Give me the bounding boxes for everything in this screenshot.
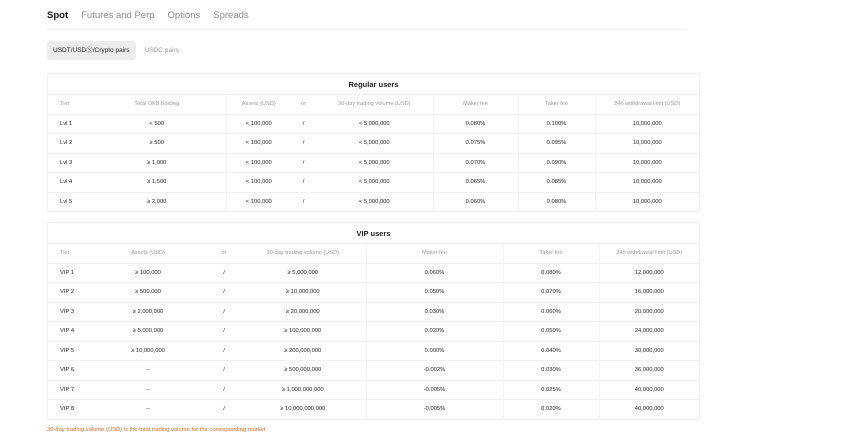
table-cell: 0.020% [503,400,599,419]
table-cell: 0.100% [518,114,595,134]
table-cell: -- [88,361,208,381]
table-row [48,380,699,400]
table-cell: VIP 5 [48,341,88,361]
table-cell: -0.005% [366,400,503,419]
table-cell: ≥ 100,000 [88,263,208,283]
table-cell: ≥ 10,000,000 [88,341,208,361]
table-cell: < 100,000 [226,173,291,193]
table-cell: VIP 7 [48,380,88,400]
col-limit: 24h withdrawal limit (USD) [595,95,699,115]
table-cell: / [291,134,316,154]
table-cell: 0.030% [366,302,503,322]
table-cell: < 5,000,000 [316,153,433,173]
table-cell: 12,000,000 [599,263,699,283]
table-row [48,361,699,381]
table-cell: 0.075% [433,134,518,154]
table-cell: VIP 3 [48,302,88,322]
table-cell: < 5,000,000 [316,173,433,193]
table-cell: ≥ 5,000,000 [88,322,208,342]
table-cell: ≥ 1,000 [88,153,226,173]
col-or: or [208,244,240,264]
regular-fee-table [48,94,699,211]
table-row [48,283,699,303]
table-cell: 0.080% [518,192,595,211]
table-cell: / [208,361,240,381]
table-cell: 0.060% [433,192,518,211]
col-assets: Assets (USD) [88,244,208,264]
table-cell: 10,000,000 [595,173,699,193]
regular-header-row [48,95,699,115]
table-cell: ≥ 500,000,000 [240,361,366,381]
pair-selector [47,41,188,60]
table-cell: < 5,000,000 [316,114,433,134]
table-row [48,302,699,322]
table-cell: ≥ 10,000,000 [240,283,366,303]
table-cell: 0.065% [433,173,518,193]
table-cell: ≥ 1,500 [88,173,226,193]
table-cell: / [291,114,316,134]
vip-users-title: VIP users [356,229,391,238]
table-cell: < 5,000,000 [316,192,433,211]
table-cell: / [291,153,316,173]
table-cell: 0.090% [518,153,595,173]
vip-header-row [48,244,699,264]
table-row [48,153,699,173]
pair-usdc[interactable]: USDC pairs [144,47,179,54]
vip-users-card [47,222,700,420]
table-row [48,263,699,283]
table-cell: < 5,000,000 [316,134,433,154]
table-cell: ≥ 2,000,000 [88,302,208,322]
table-cell: ≥ 500,000 [88,283,208,303]
table-cell: 0.025% [503,380,599,400]
table-cell: / [208,380,240,400]
table-cell: -0.005% [366,380,503,400]
table-cell: Lvl 2 [48,134,88,154]
table-cell: ≥ 10,000,000,000 [240,400,366,419]
table-cell: Lvl 4 [48,173,88,193]
tab-spot[interactable]: Spot [47,10,69,21]
col-maker: Maker fee [366,244,503,264]
col-maker: Maker fee [433,95,518,115]
table-cell: 0.080% [433,114,518,134]
regular-users-title: Regular users [348,80,399,89]
table-cell: / [208,341,240,361]
table-cell: 0.070% [503,283,599,303]
table-cell: < 100,000 [226,192,291,211]
table-row [48,322,699,342]
table-cell: Lvl 5 [48,192,88,211]
table-cell: ≥ 2,000 [88,192,226,211]
table-cell: -0.002% [366,361,503,381]
vip-fee-table [48,243,699,419]
table-cell: 40,000,000 [599,380,699,400]
table-cell: < 100,000 [226,114,291,134]
col-tier: Tier [48,244,88,264]
table-cell: 0.030% [503,361,599,381]
table-row [48,134,699,154]
col-limit: 24h withdrawal limit (USD) [599,244,699,264]
table-cell: ≥ 5,000,000 [240,263,366,283]
table-row [48,192,699,211]
table-cell: < 100,000 [226,153,291,173]
pair-usdt-crypto[interactable]: USDT/USDⓈ/Crypto pairs [47,41,136,60]
table-cell: Lvl 3 [48,153,88,173]
market-tabs [47,9,262,23]
table-cell: ≥ 200,000,000 [240,341,366,361]
table-cell: / [291,192,316,211]
table-cell: 0.040% [503,341,599,361]
table-cell: 0.095% [518,134,595,154]
tab-spreads[interactable]: Spreads [213,10,249,21]
table-row [48,173,699,193]
table-cell: ≥ 100,000,000 [240,322,366,342]
table-cell: / [291,173,316,193]
table-cell: 0.085% [518,173,595,193]
table-cell: VIP 6 [48,361,88,381]
table-cell: 0.050% [503,322,599,342]
table-cell: VIP 8 [48,400,88,419]
table-cell: < 100,000 [226,134,291,154]
table-cell: 10,000,000 [595,134,699,154]
table-cell: 24,000,000 [599,322,699,342]
table-cell: -- [88,380,208,400]
table-cell: 40,000,000 [599,400,699,419]
table-cell: 10,000,000 [595,153,699,173]
table-cell: 10,000,000 [595,114,699,134]
table-cell: Lvl 1 [48,114,88,134]
col-taker: Taker fee [503,244,599,264]
table-cell: / [208,302,240,322]
table-cell: 16,000,000 [599,283,699,303]
table-cell: ≥ 1,000,000,000 [240,380,366,400]
table-cell: VIP 2 [48,283,88,303]
col-okb: Total OKB holding [88,95,226,115]
table-row [48,114,699,134]
table-cell: 0.000% [366,341,503,361]
table-cell: 30,000,000 [599,341,699,361]
table-cell: 10,000,000 [595,192,699,211]
table-cell: VIP 1 [48,263,88,283]
col-or: or [291,95,316,115]
col-tier: Tier [48,95,88,115]
table-row [48,400,699,419]
table-cell: -- [88,400,208,419]
tab-options[interactable]: Options [167,10,201,21]
col-volume: 30-day trading volume (USD) [316,95,433,115]
col-volume: 30-day trading volume (USD) [240,244,366,264]
regular-users-card [47,73,700,212]
table-cell: 0.060% [366,263,503,283]
table-cell: 0.020% [366,322,503,342]
table-cell: 20,000,000 [599,302,699,322]
table-cell: ≥ 20,000,000 [240,302,366,322]
table-cell: / [208,322,240,342]
col-assets: Assets (USD) [226,95,291,115]
tab-divider [47,29,687,30]
table-cell: 0.050% [366,283,503,303]
table-cell: 36,000,000 [599,361,699,381]
table-cell: VIP 4 [48,322,88,342]
tab-futures-perp[interactable]: Futures and Perp [81,10,155,21]
table-cell: < 500 [88,114,226,134]
table-cell: / [208,263,240,283]
table-cell: 0.060% [503,302,599,322]
table-cell: / [208,283,240,303]
col-taker: Taker fee [518,95,595,115]
table-cell: ≥ 500 [88,134,226,154]
table-row [48,341,699,361]
footnote: 30-day trading volume (USD) is the total trading volume for the corresponding market [47,427,266,433]
table-cell: 0.070% [433,153,518,173]
table-cell: 0.080% [503,263,599,283]
table-cell: / [208,400,240,419]
